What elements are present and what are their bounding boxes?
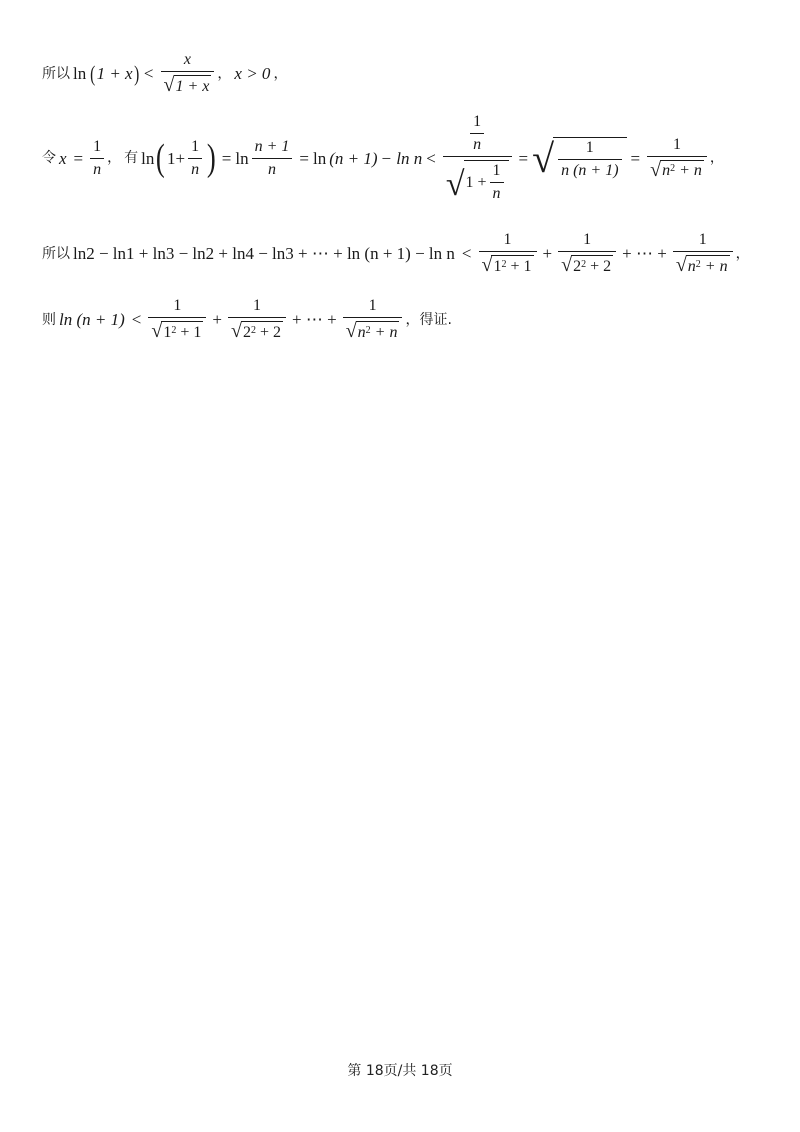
line3-term3: 1 √ n 2 + n [673, 232, 733, 275]
line4-lhs: ln (n + 1) [59, 310, 125, 329]
line2-c-den-pre: 1 + [465, 173, 487, 191]
line2-d-num: 1 [585, 139, 594, 156]
line2-inner-frac [188, 139, 202, 178]
line1-prefix: 所以 [42, 65, 70, 82]
line2-b-num: n + 1 [254, 137, 290, 155]
line1-end: ， [273, 65, 288, 82]
line2-c-num-den: n [473, 136, 482, 153]
line2-eq: = [73, 148, 84, 168]
line4-prefix: 则 [42, 311, 56, 328]
line2-frac-b [252, 139, 293, 178]
line3-t2-rest: + 2 [590, 257, 612, 275]
line3-t2-sup: 2 [581, 258, 587, 270]
line3-t3-base: n [687, 257, 696, 275]
line4-t2-num: 1 [252, 297, 261, 314]
line2-e-den-n: n [662, 162, 671, 179]
line2-frac-num: 1 [93, 137, 102, 155]
line1-lparen: ( [90, 60, 96, 86]
line3-t1-sup: 2 [501, 258, 507, 270]
line3-plus1: + [542, 244, 553, 263]
line3-t3-sup: 2 [695, 258, 701, 270]
line2-prefix: 令 [42, 150, 56, 166]
line1-ln: ln [73, 64, 87, 83]
line3-t3-rest: + n [704, 257, 728, 275]
line2-inner-den: n [191, 160, 200, 178]
line2-frac-c [443, 114, 512, 202]
line2-d-frac [558, 140, 621, 179]
line4-lt: < [131, 310, 142, 329]
line4-term3: 1 √ n 2 + n [343, 298, 403, 341]
equation-line-1 [42, 52, 287, 95]
line3-t2-base: 2 [573, 257, 582, 275]
line4-term2: 1 √ 2 2 + 2 [228, 298, 286, 341]
line1-inner: 1 + x [96, 64, 133, 83]
line4-t3-num: 1 [368, 297, 377, 314]
line1-frac-num: x [183, 51, 192, 68]
line2-eq3: = [299, 148, 309, 168]
line2-inner-num: 1 [191, 137, 200, 155]
line1-cond: x > 0 [234, 64, 271, 83]
line2-c-sqrt: √ 1 + $\frac{1}{n}$ [446, 160, 509, 202]
line4-t1-base: 1 [163, 323, 172, 341]
line3-t3-num: 1 [698, 231, 707, 248]
line3-lt: < [461, 244, 472, 263]
line2-c-den-frac [490, 163, 504, 202]
line4-t1-num: 1 [173, 297, 182, 314]
line2-minus-ln-n: − ln n [380, 148, 423, 168]
equation-line-2: 令 x = $\frac{1}{n}$ ， 有 ln ( 1+ $\frac{1}{n}$ ) = ln $\frac{n + 1}{n}$ = ln (n + 1) − ln n < $\frac{1}{n}$ √ 1 + $\frac{1}{n}$ = √ $\frac{1}{n (n + 1)}$ = 1 √ n 2 + n ， [42, 113, 724, 203]
line1-fraction [161, 52, 215, 95]
line4-t1-sup: 2 [171, 324, 177, 336]
line4-dots: + ⋯ + [292, 310, 337, 329]
line2-d-sqrt: √ $\frac{1}{n (n + 1)}$ [532, 137, 626, 179]
line2-c-num-num: 1 [473, 113, 482, 130]
line4-plus1: + [212, 310, 222, 329]
line1-rparen: ) [133, 60, 139, 86]
line2-frac-den: n [93, 160, 102, 178]
line3-t1-num: 1 [503, 231, 512, 248]
line4-t3-rest: + n [374, 323, 398, 341]
line2-sep: ， [107, 150, 122, 166]
line4-t1-rest: + 1 [180, 323, 202, 341]
line3-dots: + ⋯ + [622, 244, 667, 263]
line2-frac-1n [90, 139, 104, 178]
line4-end: ，得证. [405, 311, 452, 328]
line2-e-num: 1 [673, 135, 682, 153]
line2-d-den: n (n + 1) [561, 162, 619, 179]
line2-eq5: = [630, 148, 641, 168]
line3-prefix: 所以 [42, 245, 70, 262]
line2-eq4: = [518, 148, 529, 168]
line2-ln2: ln [235, 148, 249, 168]
line2-eq2: = [221, 148, 232, 168]
line3-term1: 1 √ 1 2 + 1 [479, 232, 537, 275]
equation-line-4 [42, 298, 452, 341]
line2-c-den-den: n [492, 185, 501, 202]
line3-term2: 1 √ 2 2 + 2 [558, 232, 616, 275]
line1-frac-den: 1 + x [174, 75, 212, 95]
line4-t3-base: n [357, 323, 366, 341]
line2-ln3: ln [313, 148, 327, 168]
line2-one-plus: 1+ [167, 148, 186, 168]
line2-ln: ln [141, 148, 155, 168]
line4-term1: 1 √ 1 2 + 1 [148, 298, 206, 341]
line3-end: ， [735, 245, 750, 262]
line2-you: 有 [124, 150, 139, 166]
line3-lhs: ln2 − ln1 + ln3 − ln2 + ln4 − ln3 + ⋯ + ln (n + 1) − ln n [73, 244, 455, 263]
line3-t1-base: 1 [493, 257, 502, 275]
line2-c-num-frac [470, 114, 484, 153]
line4-t2-rest: + 2 [259, 323, 281, 341]
line3-t2-num: 1 [583, 231, 592, 248]
line1-sqrt: √ 1 + x [163, 74, 210, 96]
line1-sep: ， [217, 65, 232, 82]
line4-t2-base: 2 [242, 323, 251, 341]
line4-t2-sup: 2 [250, 324, 256, 336]
line2-np1: (n + 1) [329, 148, 378, 168]
line2-lt: < [426, 148, 436, 168]
line2-e-frac: 1 √ n 2 + n [647, 137, 707, 180]
line3-t1-rest: + 1 [510, 257, 532, 275]
line2-xvar: x [59, 148, 67, 168]
line4-t3-sup: 2 [365, 324, 371, 336]
line2-e-den-sup: 2 [670, 163, 676, 174]
page-number-footer: 第 18页/共 18页 [347, 1063, 453, 1079]
line2-b-den: n [268, 160, 276, 178]
line1-lt: < [143, 64, 154, 83]
line2-end: ， [709, 150, 724, 166]
line2-e-den-rest: + n [679, 162, 702, 179]
line2-c-den-num: 1 [492, 162, 501, 179]
equation-line-3 [42, 232, 750, 275]
